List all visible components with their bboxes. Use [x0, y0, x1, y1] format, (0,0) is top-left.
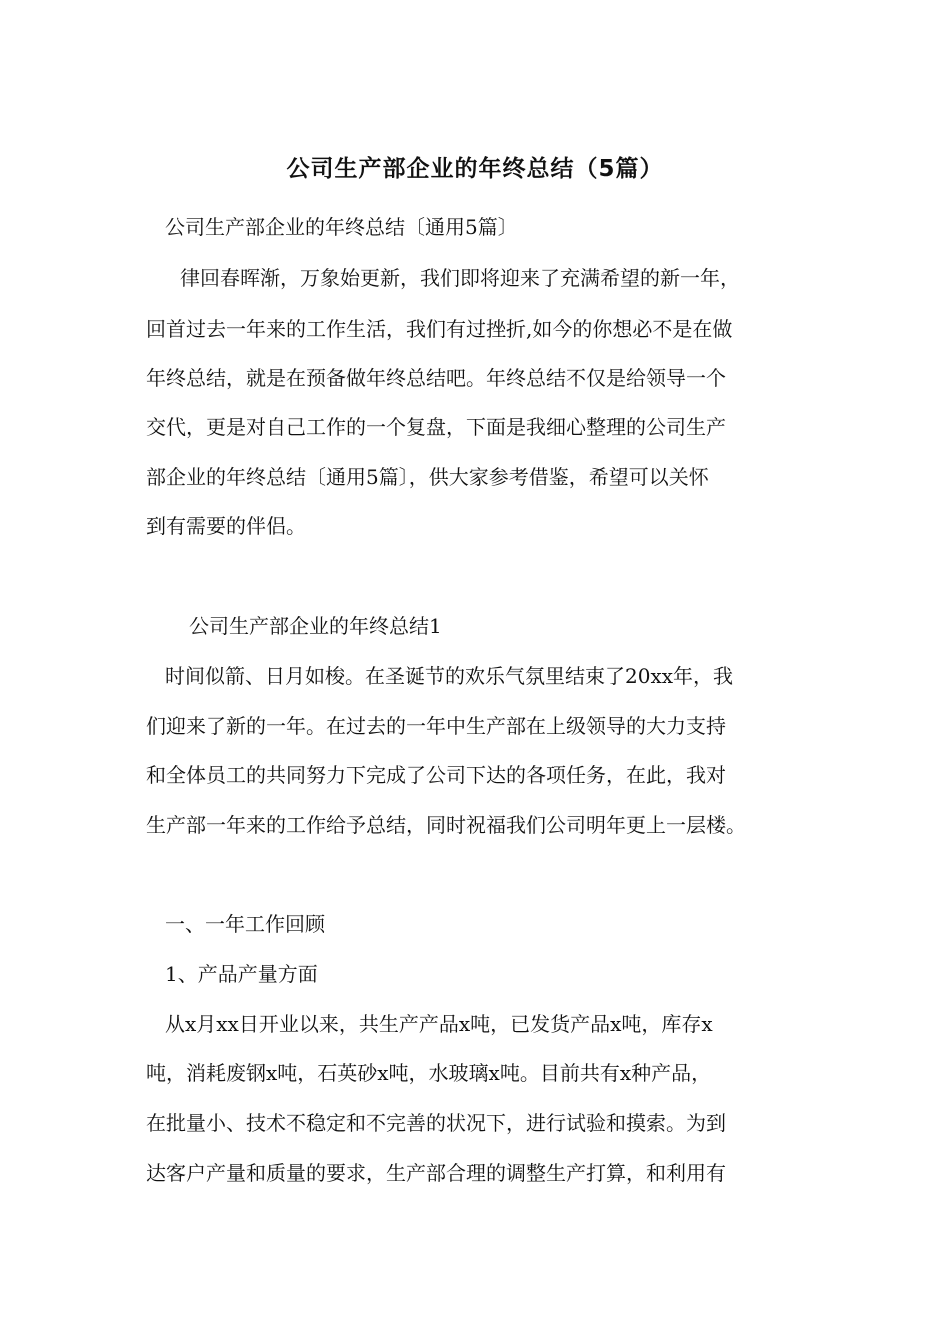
subsection-heading: 1、产品产量方面: [165, 962, 318, 986]
document-title: 公司生产部企业的年终总结（5篇）: [286, 156, 664, 182]
intro-line: 部企业的年终总结〔通用5篇〕，供大家参考借鉴，希望可以关怀: [146, 465, 709, 489]
intro-line: 年终总结，就是在预备做年终总结吧。年终总结不仅是给领导一个: [146, 366, 726, 390]
intro-line: 交代，更是对自己工作的一个复盘，下面是我细心整理的公司生产: [146, 415, 726, 439]
paragraph-line: 在批量小、技术不稳定和不完善的状况下，进行试验和摸索。为到: [146, 1111, 726, 1135]
paragraph-line: 生产部一年来的工作给予总结，同时祝福我们公司明年更上一层楼。: [146, 813, 746, 837]
paragraph-line: 和全体员工的共同努力下完成了公司下达的各项任务，在此，我对: [146, 763, 726, 787]
document-subtitle: 公司生产部企业的年终总结〔通用5篇〕: [165, 215, 518, 239]
paragraph-line: 们迎来了新的一年。在过去的一年中生产部在上级领导的大力支持: [146, 714, 726, 738]
section-heading: 公司生产部企业的年终总结1: [189, 614, 442, 638]
paragraph-line: 从x月xx日开业以来，共生产产品x吨，已发货产品x吨，库存x: [165, 1012, 713, 1036]
intro-line: 律回春晖渐，万象始更新，我们即将迎来了充满希望的新一年，: [180, 266, 740, 290]
subsection-heading: 一、一年工作回顾: [165, 912, 325, 936]
intro-line: 回首过去一年来的工作生活，我们有过挫折,如今的你想必不是在做: [146, 317, 733, 341]
paragraph-line: 吨，消耗废钢x吨，石英砂x吨，水玻璃x吨。目前共有x种产品，: [146, 1061, 712, 1085]
intro-line: 到有需要的伴侣。: [146, 514, 306, 538]
paragraph-line: 时间似箭、日月如梭。在圣诞节的欢乐气氛里结束了20xx年，我: [165, 664, 734, 688]
paragraph-line: 达客户产量和质量的要求，生产部合理的调整生产打算，和利用有: [146, 1161, 726, 1185]
